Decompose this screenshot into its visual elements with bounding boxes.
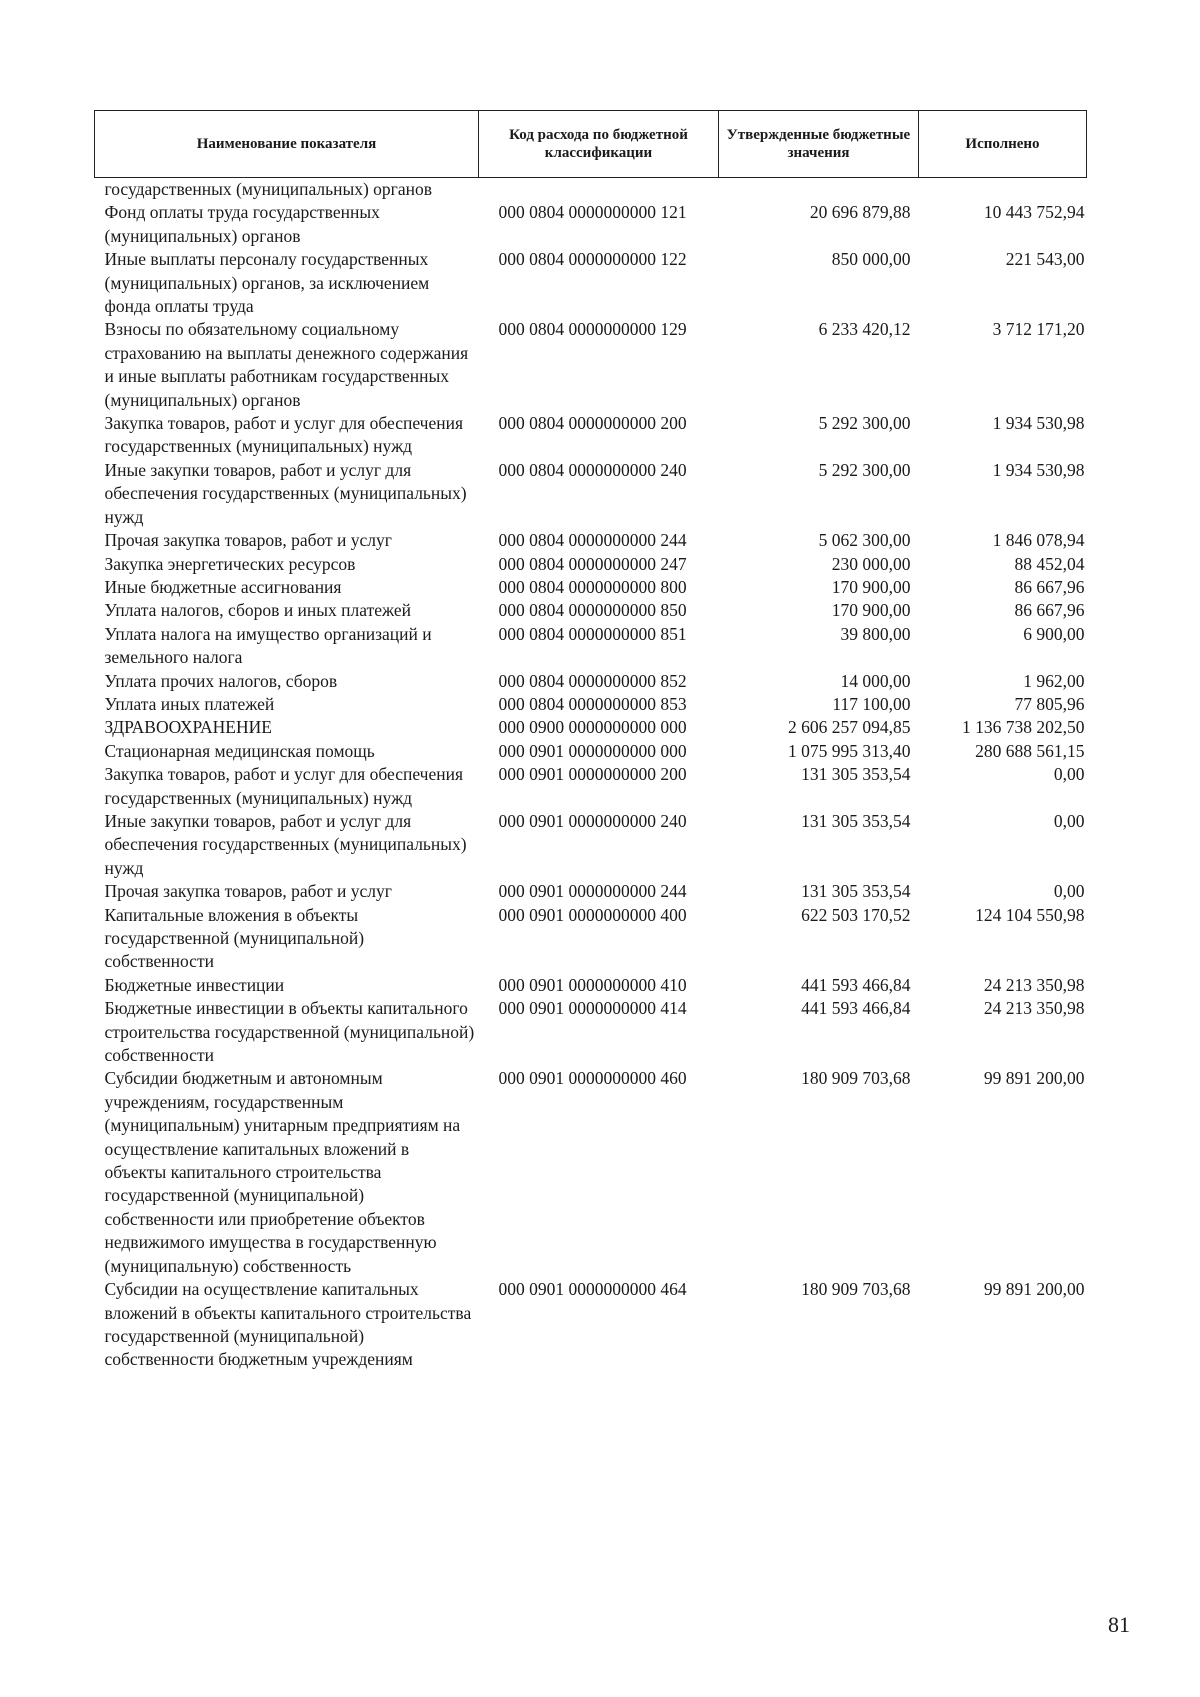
row-approved-value: 230 000,00 bbox=[831, 553, 911, 574]
row-name: Уплата налогов, сборов и иных платежей bbox=[104, 600, 411, 621]
row-code: 000 0901 0000000000 000 bbox=[498, 740, 687, 761]
table-row bbox=[95, 178, 1087, 202]
row-name: Субсидии бюджетным и автономным учреждениям, государственным (муниципальным) унитарным предприятиям на осуществление капитальных вложений в объекты капитального строительства государственной (муниципальной) собственности или приобретение объектов недвижимого имущества в государственную (муниципальную) собственность bbox=[104, 1068, 461, 1276]
row-approved-value: 2 606 257 094,85 bbox=[788, 717, 911, 738]
row-name: Бюджетные инвестиции bbox=[104, 974, 285, 995]
row-name: Прочая закупка товаров, работ и услуг bbox=[104, 530, 392, 551]
row-code: 000 0804 0000000000 247 bbox=[498, 553, 687, 574]
row-code: 000 0901 0000000000 410 bbox=[498, 974, 687, 995]
row-executed-value: 77 805,96 bbox=[1014, 693, 1085, 714]
row-name: Фонд оплаты труда государственных (муниципальных) органов bbox=[104, 202, 380, 246]
row-code: 000 0901 0000000000 460 bbox=[498, 1068, 687, 1089]
row-code: 000 0804 0000000000 244 bbox=[498, 530, 687, 551]
table-row bbox=[95, 553, 1087, 576]
row-name: Иные закупки товаров, работ и услуг для обеспечения государственных (муниципальных) нужд bbox=[104, 459, 467, 527]
table-row bbox=[95, 693, 1087, 716]
row-approved-value: 441 593 466,84 bbox=[801, 974, 911, 995]
row-executed-value: 24 213 350,98 bbox=[983, 974, 1085, 995]
row-executed-value: 221 543,00 bbox=[1005, 249, 1085, 270]
row-executed-value bbox=[919, 178, 1087, 202]
row-code: 000 0901 0000000000 400 bbox=[498, 904, 687, 925]
row-executed-value: 99 891 200,00 bbox=[983, 1279, 1085, 1300]
row-approved-value: 131 305 353,54 bbox=[801, 764, 911, 785]
row-approved-value: 20 696 879,88 bbox=[809, 202, 911, 223]
page-number: 81 bbox=[1108, 1612, 1130, 1637]
row-approved-value: 180 909 703,68 bbox=[801, 1279, 911, 1300]
row-executed-value: 1 846 078,94 bbox=[992, 530, 1085, 551]
row-name: Уплата налога на имущество организаций и земельного налога bbox=[104, 623, 432, 668]
table-row bbox=[95, 763, 1087, 810]
table-row bbox=[95, 904, 1087, 974]
row-approved-value: 6 233 420,12 bbox=[818, 319, 911, 340]
row-code: 000 0901 0000000000 464 bbox=[498, 1279, 687, 1300]
header-row bbox=[95, 111, 1087, 178]
row-code: 000 0804 0000000000 240 bbox=[498, 459, 687, 480]
row-approved-value: 622 503 170,52 bbox=[801, 904, 911, 925]
row-executed-value: 124 104 550,98 bbox=[975, 904, 1085, 925]
row-code: 000 0901 0000000000 200 bbox=[498, 764, 687, 785]
table-row bbox=[95, 318, 1087, 412]
row-approved-value: 180 909 703,68 bbox=[801, 1068, 911, 1089]
row-name: Взносы по обязательному социальному страхованию на выплаты денежного содержания и иные выплаты работникам государственных (муниципальных) органов bbox=[104, 319, 469, 410]
row-approved-value: 131 305 353,54 bbox=[801, 810, 911, 831]
row-code: 000 0804 0000000000 850 bbox=[498, 600, 687, 621]
row-approved-value bbox=[719, 178, 919, 202]
row-executed-value: 24 213 350,98 bbox=[983, 998, 1085, 1019]
row-code: 000 0804 0000000000 853 bbox=[498, 693, 687, 714]
row-executed-value: 88 452,04 bbox=[1014, 553, 1085, 574]
row-executed-value: 6 900,00 bbox=[1023, 623, 1085, 644]
row-executed-value: 99 891 200,00 bbox=[983, 1068, 1085, 1089]
table-row bbox=[95, 201, 1087, 248]
row-approved-value: 441 593 466,84 bbox=[801, 998, 911, 1019]
row-executed-value: 1 136 738 202,50 bbox=[962, 717, 1085, 738]
row-name: Иные выплаты персоналу государственных (муниципальных) органов, за исключением фонда оплаты труда bbox=[104, 249, 430, 317]
header-name: Наименование показателя bbox=[95, 111, 479, 178]
row-executed-value: 0,00 bbox=[1053, 764, 1085, 785]
row-approved-value: 1 075 995 313,40 bbox=[788, 740, 911, 761]
row-approved-value: 5 292 300,00 bbox=[818, 459, 911, 480]
table-row bbox=[95, 810, 1087, 880]
row-code bbox=[479, 178, 719, 202]
row-name: Закупка товаров, работ и услуг для обеспечения государственных (муниципальных) нужд bbox=[104, 764, 464, 808]
table-row bbox=[95, 599, 1087, 622]
row-name: Субсидии на осуществление капитальных вложений в объекты капитального строительства государственной (муниципальной) собственности бюджетным учреждениям bbox=[104, 1279, 472, 1370]
row-code: 000 0901 0000000000 414 bbox=[498, 998, 687, 1019]
row-executed-value: 0,00 bbox=[1053, 881, 1085, 902]
row-name: государственных (муниципальных) органов bbox=[104, 179, 433, 199]
row-approved-value: 14 000,00 bbox=[840, 670, 911, 691]
row-code: 000 0804 0000000000 121 bbox=[498, 202, 687, 223]
row-approved-value: 117 100,00 bbox=[832, 693, 911, 714]
row-approved-value: 131 305 353,54 bbox=[801, 881, 911, 902]
row-code: 000 0804 0000000000 200 bbox=[498, 413, 687, 434]
table-row bbox=[95, 412, 1087, 459]
table-row bbox=[95, 716, 1087, 739]
row-approved-value: 5 292 300,00 bbox=[818, 413, 911, 434]
table-row bbox=[95, 1067, 1087, 1278]
table-row bbox=[95, 997, 1087, 1067]
row-name: Иные закупки товаров, работ и услуг для обеспечения государственных (муниципальных) нужд bbox=[104, 810, 467, 878]
table-row bbox=[95, 623, 1087, 670]
row-code: 000 0804 0000000000 800 bbox=[498, 576, 687, 597]
row-name: Прочая закупка товаров, работ и услуг bbox=[104, 881, 392, 902]
header-code: Код расхода по бюджетной классификации bbox=[479, 111, 719, 178]
row-name: Бюджетные инвестиции в объекты капитального строительства государственной (муниципальной) собственности bbox=[104, 998, 475, 1066]
header-approved: Утвержденные бюджетные значения bbox=[719, 111, 919, 178]
table-row bbox=[95, 529, 1087, 552]
table-row bbox=[95, 1278, 1087, 1372]
row-executed-value: 280 688 561,15 bbox=[975, 740, 1085, 761]
row-executed-value: 86 667,96 bbox=[1014, 600, 1085, 621]
table-row bbox=[95, 576, 1087, 599]
row-approved-value: 850 000,00 bbox=[831, 249, 911, 270]
row-executed-value: 0,00 bbox=[1053, 810, 1085, 831]
row-executed-value: 1 962,00 bbox=[1023, 670, 1085, 691]
table-row bbox=[95, 880, 1087, 903]
table-row bbox=[95, 248, 1087, 318]
row-executed-value: 10 443 752,94 bbox=[983, 202, 1085, 223]
row-code: 000 0804 0000000000 122 bbox=[498, 249, 687, 270]
row-approved-value: 170 900,00 bbox=[831, 600, 911, 621]
table-header bbox=[95, 111, 1087, 178]
row-name: Закупка энергетических ресурсов bbox=[104, 553, 356, 574]
row-approved-value: 5 062 300,00 bbox=[818, 530, 911, 551]
row-approved-value: 39 800,00 bbox=[840, 623, 911, 644]
row-name: Уплата иных платежей bbox=[104, 693, 275, 714]
table-body bbox=[95, 178, 1087, 1372]
row-code: 000 0901 0000000000 244 bbox=[498, 881, 687, 902]
row-code: 000 0900 0000000000 000 bbox=[498, 717, 687, 738]
row-name: ЗДРАВООХРАНЕНИЕ bbox=[104, 717, 272, 738]
row-name: Стационарная медицинская помощь bbox=[104, 740, 375, 761]
row-executed-value: 1 934 530,98 bbox=[992, 459, 1085, 480]
table-row bbox=[95, 670, 1087, 693]
row-approved-value: 170 900,00 bbox=[831, 576, 911, 597]
row-name: Иные бюджетные ассигнования bbox=[104, 576, 342, 597]
row-executed-value: 86 667,96 bbox=[1014, 576, 1085, 597]
row-executed-value: 1 934 530,98 bbox=[992, 413, 1085, 434]
budget-execution-table bbox=[94, 110, 1087, 1372]
row-code: 000 0901 0000000000 240 bbox=[498, 810, 687, 831]
table-row bbox=[95, 974, 1087, 997]
row-name: Закупка товаров, работ и услуг для обеспечения государственных (муниципальных) нужд bbox=[104, 413, 464, 457]
row-code: 000 0804 0000000000 852 bbox=[498, 670, 687, 691]
row-code: 000 0804 0000000000 129 bbox=[498, 319, 687, 340]
row-executed-value: 3 712 171,20 bbox=[992, 319, 1085, 340]
table-row bbox=[95, 459, 1087, 529]
header-executed: Исполнено bbox=[919, 111, 1087, 178]
row-name: Уплата прочих налогов, сборов bbox=[104, 670, 338, 691]
row-code: 000 0804 0000000000 851 bbox=[498, 623, 687, 644]
table-row bbox=[95, 740, 1087, 763]
row-name: Капитальные вложения в объекты государственной (муниципальной) собственности bbox=[104, 904, 365, 972]
